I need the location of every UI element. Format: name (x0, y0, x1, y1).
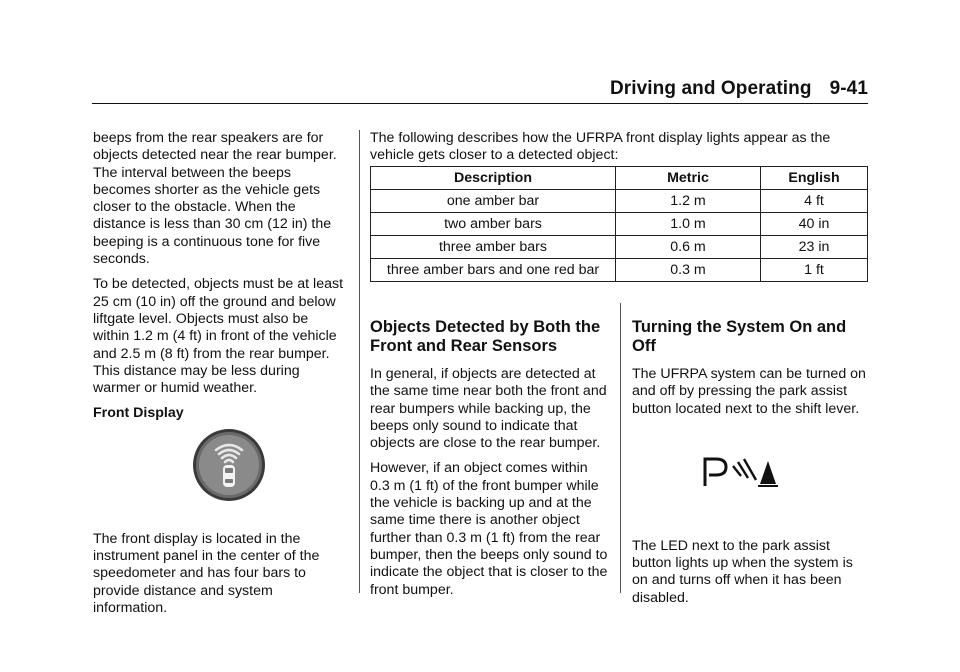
cell-english: 1 ft (761, 259, 868, 282)
cell-description: one amber bar (371, 190, 616, 213)
front-display-subhead: Front Display (93, 405, 184, 422)
cell-english: 40 in (761, 213, 868, 236)
cell-description: three amber bars (371, 236, 616, 259)
header-english: English (761, 167, 868, 190)
paragraph: The front display is located in the instrument panel in the center of the speedometer and has four bars to provide distance and system information. (93, 530, 320, 616)
cell-metric: 1.0 m (616, 213, 761, 236)
section-title: Driving and Operating (609, 78, 812, 99)
paragraph: beeps from the rear speakers are for objects detected near the rear bumper. The interval between the beeps becomes shorter as the vehicle gets closer to the obstacle. When the distance is less than 30 cm (12 in) the beeping is a continuous tone for five seconds. (93, 130, 337, 268)
header-description: Description (371, 167, 616, 190)
cell-description: three amber bars and one red bar (371, 259, 616, 282)
column-divider (359, 130, 360, 593)
paragraph: However, if an object comes within 0.3 m (1 ft) of the front bumper while the vehicle is backing up and at the same time there is another object further than 0.3 m (1 ft) from the rear bumper, then the beeps only sound to indicate the object that is closer to the front bumper. (370, 460, 608, 598)
cell-description: two amber bars (371, 213, 616, 236)
paragraph: The UFRPA system can be turned on and off by pressing the park assist button located next to the shift lever. (632, 366, 866, 417)
table-row (371, 213, 868, 236)
front-display-icon (192, 428, 266, 502)
cell-metric: 0.6 m (616, 236, 761, 259)
cell-english: 23 in (761, 236, 868, 259)
paragraph: In general, if objects are detected at the same time near both the front and rear bumpers while backing up, the beeps only sound to indicate that objects are close to the rear bumper. (370, 366, 607, 452)
cell-metric: 0.3 m (616, 259, 761, 282)
table-row (371, 236, 868, 259)
table-row (371, 190, 868, 213)
column-divider (620, 303, 621, 593)
section-heading: Objects Detected by Both the Front and Rear Sensors (370, 318, 601, 355)
table-row (371, 259, 868, 282)
park-assist-icon (702, 457, 798, 487)
column-left (93, 130, 345, 625)
section-heading: Turning the System On and Off (632, 318, 847, 355)
table-header-row (371, 167, 868, 190)
cell-english: 4 ft (761, 190, 868, 213)
paragraph: The LED next to the park assist button lights up when the system is on and turns off when it has been disabled. (632, 537, 853, 606)
page-number: 9-41 (829, 78, 868, 99)
column-bottom-middle (370, 318, 610, 607)
distance-table (370, 166, 868, 282)
paragraph: To be detected, objects must be at least 25 cm (10 in) off the ground and below liftgate level. Objects must also be within 1.2 m (4 ft) in front of the vehicle and 2.5 m (8 ft) from the rear bumper. This distance may be less during warmer or humid weather. (93, 276, 344, 397)
cell-metric: 1.2 m (616, 190, 761, 213)
page-header (500, 78, 868, 100)
table-intro: The following describes how the UFRPA front display lights appear as the vehicle gets closer to a detected object: (370, 130, 831, 164)
header-rule (92, 103, 868, 104)
header-metric: Metric (616, 167, 761, 190)
